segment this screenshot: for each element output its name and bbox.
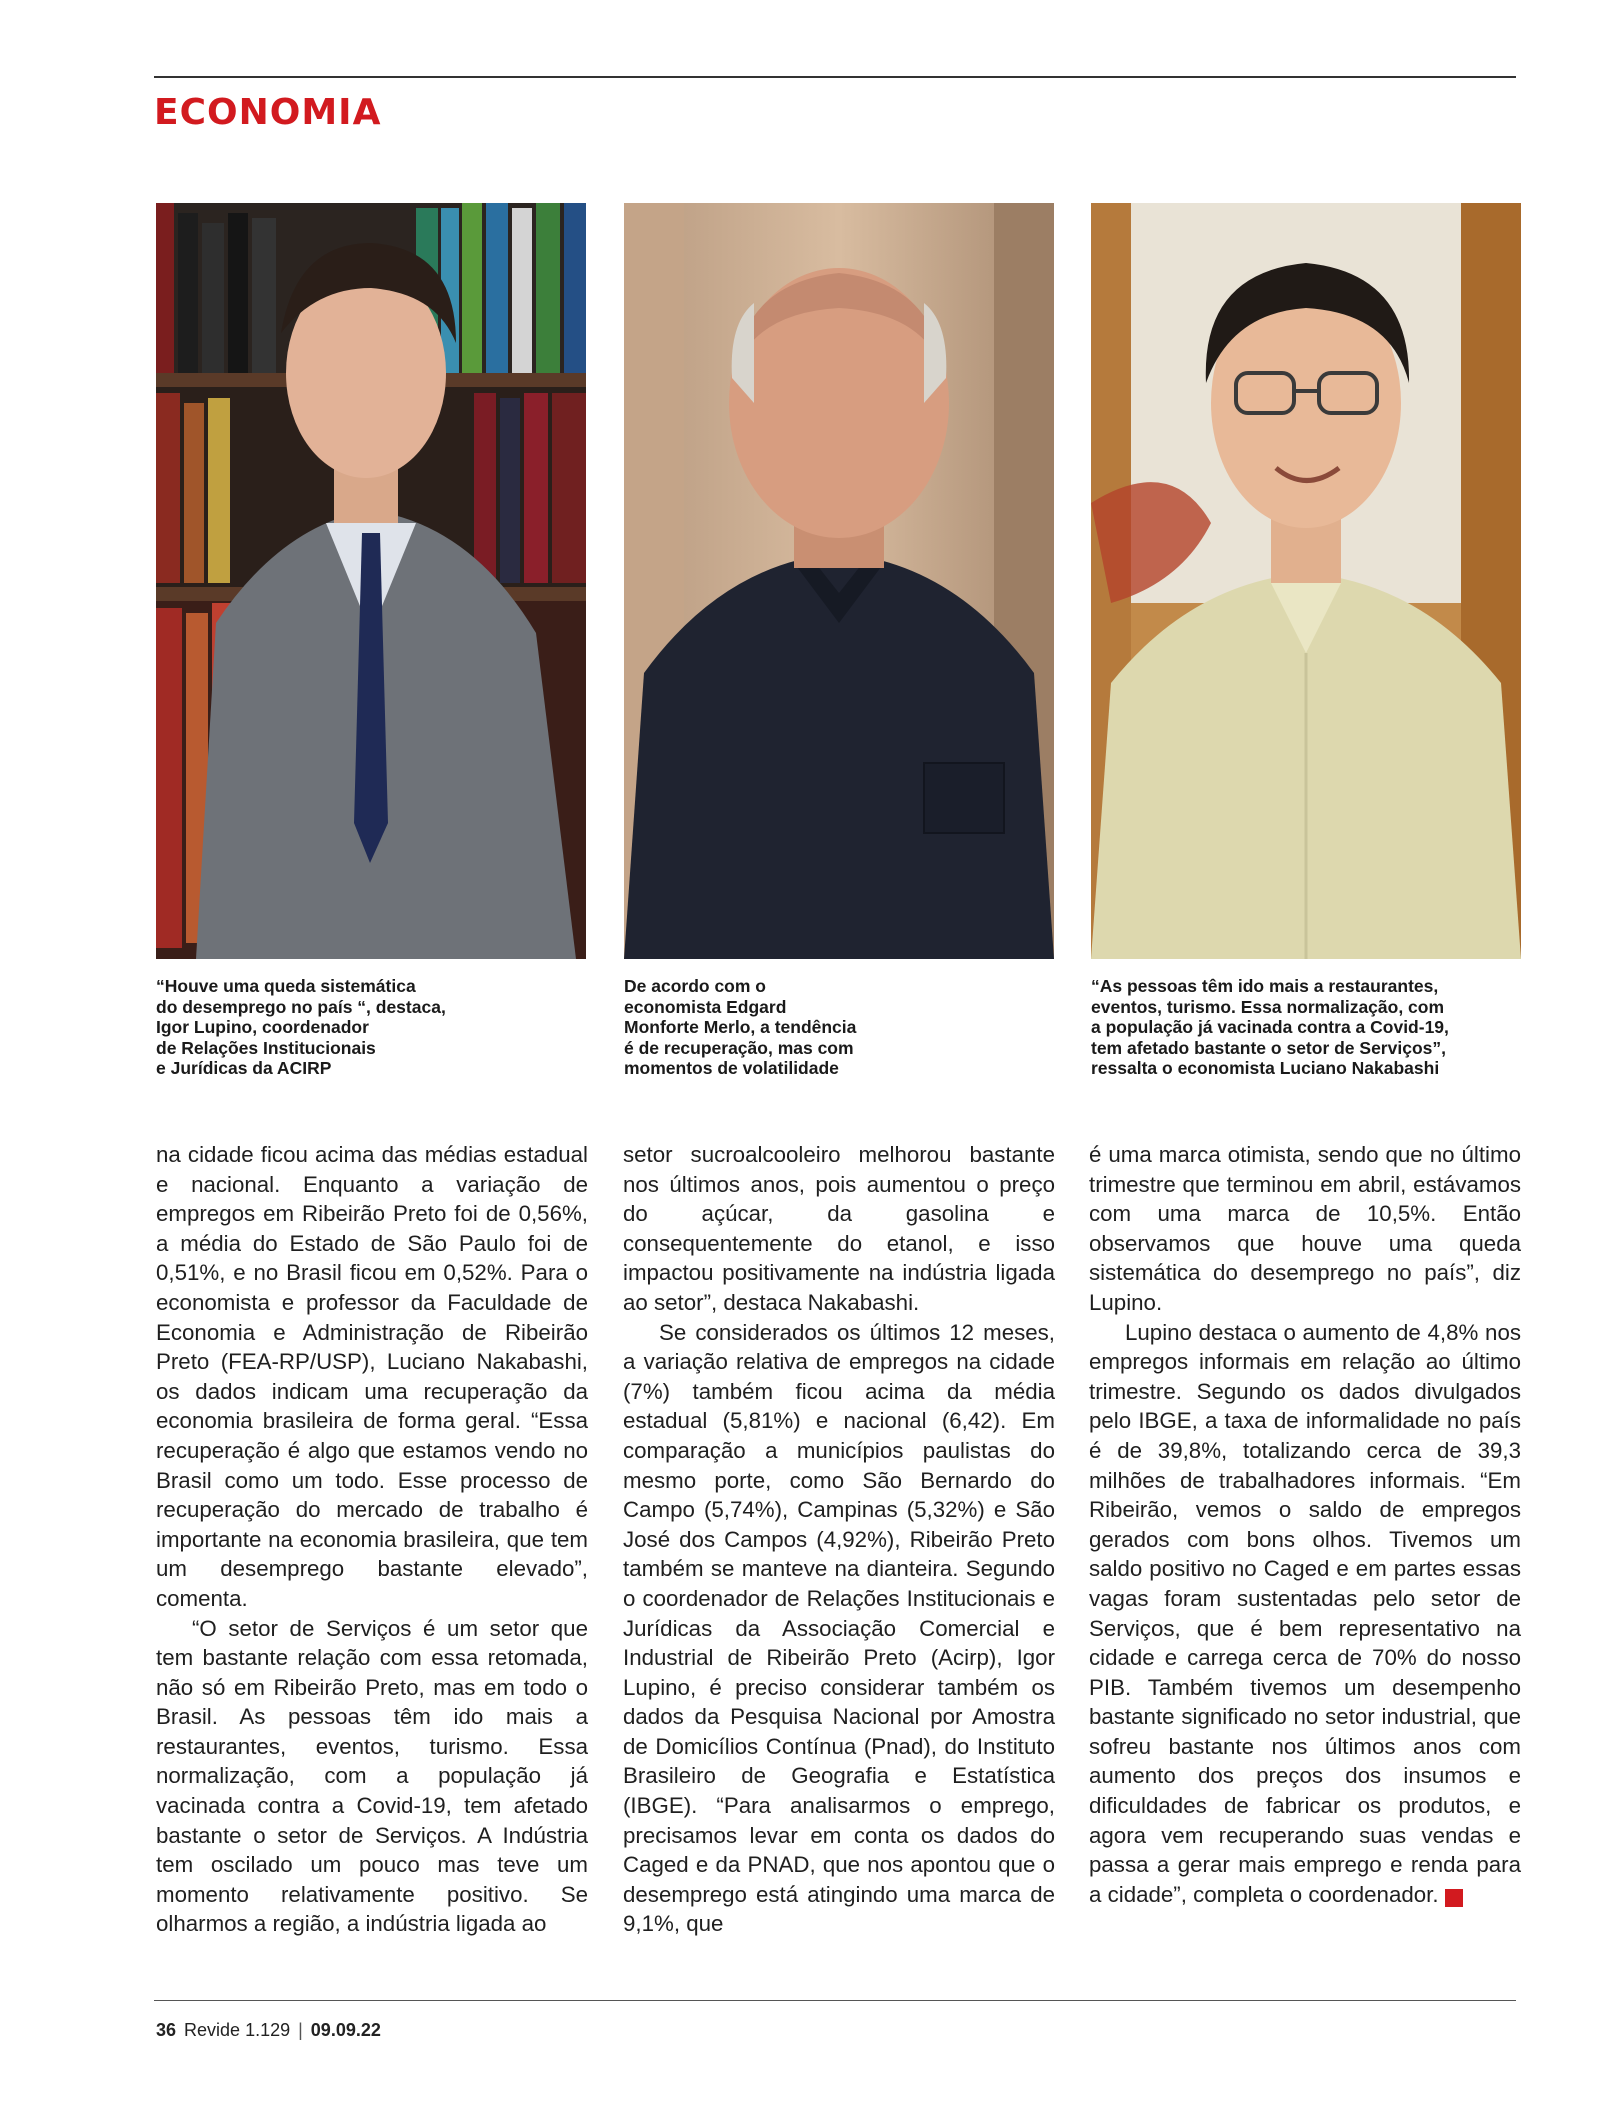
caption-line: ressalta o economista Luciano Nakabashi xyxy=(1091,1058,1440,1078)
page-number: 36 xyxy=(156,2020,177,2040)
portrait-image xyxy=(624,203,1054,959)
article-column-3 xyxy=(1089,1140,1521,1909)
issue-date: 09.09.22 xyxy=(310,2020,381,2040)
caption-line: Igor Lupino, coordenador xyxy=(156,1017,369,1037)
caption-line: “As pessoas têm ido mais a restaurantes, xyxy=(1091,976,1439,996)
body-paragraph: setor sucroalcooleiro melhorou bastante nos últimos anos, pois aumentou o preço do açúcar, da gasolina e consequentemente do etanol, e isso impactou positivamente na indústria ligada ao setor”, destaca Nakabashi. xyxy=(623,1142,1055,1315)
page-footer xyxy=(156,2020,381,2041)
bottom-rule xyxy=(154,2000,1516,2001)
photo-igor-lupino xyxy=(156,203,586,959)
body-paragraph: “O setor de Serviços é um setor que tem bastante relação com essa retomada, não só em Ribeirão Preto, mas em todo o Brasil. As pessoas têm ido mais a restaurantes, eventos, turismo. Essa normalização, com a população já vacinada contra a Covid-19, tem afetado bastante o setor de Serviços. A Indústria tem oscilado um pouco mas teve um momento relativamente positivo. Se olharmos a região, a indústria ligada ao xyxy=(156,1615,588,1937)
photo-caption-2 xyxy=(624,976,1054,1079)
article-column-1 xyxy=(156,1140,588,1939)
photo-caption-1 xyxy=(156,976,586,1079)
publication-name: Revide 1.129 xyxy=(184,2020,291,2040)
photo-caption-3 xyxy=(1091,976,1521,1079)
portrait-image xyxy=(156,203,586,959)
caption-line: tem afetado bastante o setor de Serviços”, xyxy=(1091,1037,1446,1058)
photo-luciano-nakabashi xyxy=(1091,203,1521,959)
body-paragraph: é uma marca otimista, sendo que no último trimestre que terminou em abril, estávamos com uma marca de 10,5%. Então observamos que houve uma queda sistemática do desemprego no país”, diz Lupino. xyxy=(1089,1142,1521,1315)
portrait-image xyxy=(1091,203,1521,959)
caption-line: do desemprego no país “, destaca, xyxy=(156,996,446,1017)
article-column-2 xyxy=(623,1140,1055,1939)
caption-line: e Jurídicas da ACIRP xyxy=(156,1058,332,1078)
caption-line: De acordo com o xyxy=(624,976,766,996)
photo-edgard-merlo xyxy=(624,203,1054,959)
caption-line: economista Edgard xyxy=(624,996,787,1017)
caption-line: Monforte Merlo, a tendência xyxy=(624,1017,857,1037)
caption-line: a população já vacinada contra a Covid-19, xyxy=(1091,1017,1449,1037)
caption-line: momentos de volatilidade xyxy=(624,1058,839,1078)
footer-separator: | xyxy=(298,2020,303,2040)
caption-line: é de recuperação, mas com xyxy=(624,1037,854,1058)
end-mark-icon: R xyxy=(1445,1889,1463,1907)
body-paragraph-last xyxy=(1089,1318,1521,1910)
section-title: ECONOMIA xyxy=(154,92,382,133)
caption-line: “Houve uma queda sistemática xyxy=(156,976,416,996)
body-paragraph: na cidade ficou acima das médias estadual e nacional. Enquanto a variação de empregos em Ribeirão Preto foi de 0,56%, a média do Estado de São Paulo foi de 0,51%, e no Brasil ficou em 0,52%. Para o economista e professor da Faculdade de Economia e Administração de Ribeirão Preto (FEA-RP/USP), Luciano Nakabashi, os dados indicam uma recuperação da economia brasileira de forma geral. “Essa recuperação é algo que estamos vendo no Brasil como um todo. Esse processo de recuperação do mercado de trabalho é importante na economia brasileira, que tem um desemprego bastante elevado”, comenta. xyxy=(156,1142,588,1611)
caption-line: de Relações Institucionais xyxy=(156,1037,376,1058)
caption-line: eventos, turismo. Essa normalização, com xyxy=(1091,996,1445,1017)
body-paragraph: Se considerados os últimos 12 meses, a variação relativa de empregos na cidade (7%) também ficou acima da média estadual (5,81%) e nacional (6,42). Em comparação a municípios paulistas do mesmo porte, como São Bernardo do Campo (5,74%), Campinas (5,32%) e São José dos Campos (4,92%), Ribeirão Preto também se manteve na dianteira. Segundo o coordenador de Relações Institucionais e Jurídicas da Associação Comercial e Industrial de Ribeirão Preto (Acirp), Igor Lupino, é preciso considerar também os dados da Pesquisa Nacional por Amostra de Domicílios Contínua (Pnad), do Instituto Brasileiro de Geografia e Estatística (IBGE). “Para analisarmos o emprego, precisamos levar em conta os dados do Caged e da PNAD, que nos apontou que o desemprego está atingindo uma marca de 9,1%, que xyxy=(623,1319,1055,1937)
top-rule xyxy=(154,76,1516,78)
body-paragraph-text: Lupino destaca o aumento de 4,8% nos empregos informais em relação ao último trimestre. Segundo os dados divulgados pelo IBGE, a taxa de informalidade no país é de 39,8%, totalizando cerca de 39,3 milhões de trabalhadores informais. “Em Ribeirão, vemos o saldo de empregos gerados com bons olhos. Tivemos um saldo positivo no Caged e em partes essas vagas foram sustentadas pelo setor de Serviços, que é bem representativo na cidade e carrega cerca de 70% do nosso PIB. Também tivemos um desempenho bastante significado no setor industrial, que sofreu bastante nos últimos anos com aumento dos preços dos insumos e dificuldades de fabricar os produtos, e agora vem recuperando suas vendas e passa a gerar mais emprego e renda para a cidade”, completa o coordenador. xyxy=(1089,1319,1521,1907)
